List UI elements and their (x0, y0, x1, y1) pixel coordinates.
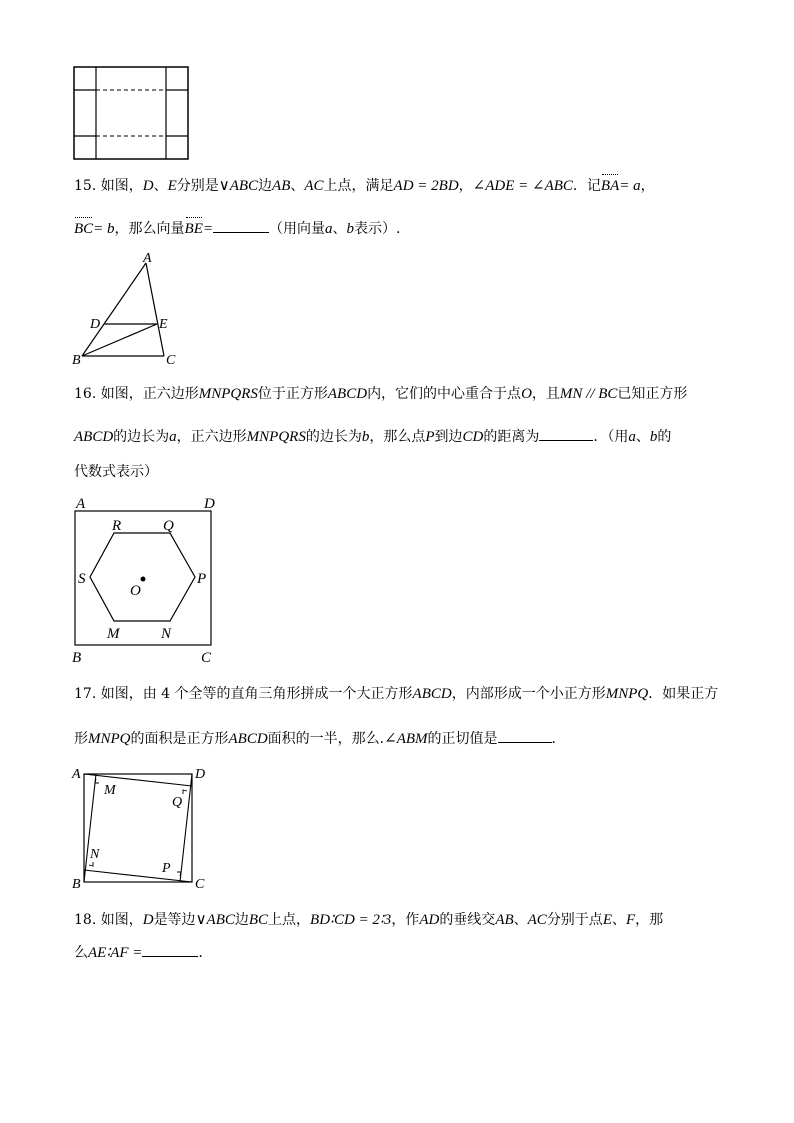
q16-label-C: C (201, 650, 212, 666)
q16-label-S: S (78, 571, 86, 587)
q18-answer-blank[interactable] (142, 942, 198, 957)
q15-triangle-figure (66, 250, 186, 370)
q17-label-B: B (72, 877, 81, 892)
q15-label-E: E (159, 317, 168, 332)
q17-label-Q: Q (172, 795, 183, 810)
q16-line1: 16. 如图，正六边形MNPQRS位于正方形ABCD内，它们的中心重合于点O，且MN // BC已知正方形 (74, 386, 688, 402)
q18-line1: 18. 如图，D是等边∨ABC边BC上点，BD∶CD = 2∶3，作AD的垂线交AB、AC分别于点E、F，那 (74, 912, 664, 928)
q16-label-N: N (161, 626, 172, 642)
q17-label-C: C (195, 877, 205, 892)
q17-line2: 形MNPQ的面积是正方形ABCD面积的一半，那么.∠ABM的正切值是 ． (74, 728, 566, 749)
q17-label-D: D (195, 767, 206, 782)
q15-answer-blank[interactable] (213, 218, 269, 233)
q15-line1: 15. 如图，D、E分别是∨ABC边AB、AC上点，满足AD = 2BD，∠ADE = ∠ABC．记BA= a， (74, 178, 655, 194)
q16-hexagon-figure (66, 492, 226, 668)
q17-label-P: P (162, 861, 171, 876)
q17-line1: 17. 如图，由 4 个全等的直角三角形拼成一个大正方形ABCD，内部形成一个小正方形MNPQ．如果正方 (74, 686, 719, 702)
q16-answer-blank[interactable] (539, 426, 593, 441)
q16-label-R: R (112, 518, 122, 534)
q17-label-M: M (104, 783, 116, 798)
box-net-figure (72, 66, 192, 162)
q15-label-A: A (143, 251, 152, 266)
q17-square-figure (66, 764, 226, 894)
q16-label-O: O (130, 583, 141, 599)
q17-label-A: A (72, 767, 81, 782)
q15-label-C: C (166, 353, 176, 368)
q16-label-Q: Q (163, 518, 174, 534)
q17-label-N: N (90, 847, 100, 862)
q15-line2: BC= b，那么向量BE= （用向量a、b表示）. (74, 218, 400, 239)
q16-label-P: P (197, 571, 207, 587)
q16-label-M: M (107, 626, 120, 642)
q16-line2: ABCD的边长为a，正六边形MNPQRS的边长为b，那么点P到边CD的距离为 ．（用a、b的 (74, 426, 671, 447)
q18-line2: 么AE∶AF = ． (74, 942, 212, 963)
q16-label-D: D (204, 496, 215, 512)
q15-label-B: B (72, 353, 81, 368)
q17-answer-blank[interactable] (498, 728, 552, 743)
q15-label-D: D (90, 317, 101, 332)
q16-line3: 代数式表示） (74, 464, 158, 480)
q16-label-B: B (72, 650, 82, 666)
q16-label-A: A (76, 496, 86, 512)
